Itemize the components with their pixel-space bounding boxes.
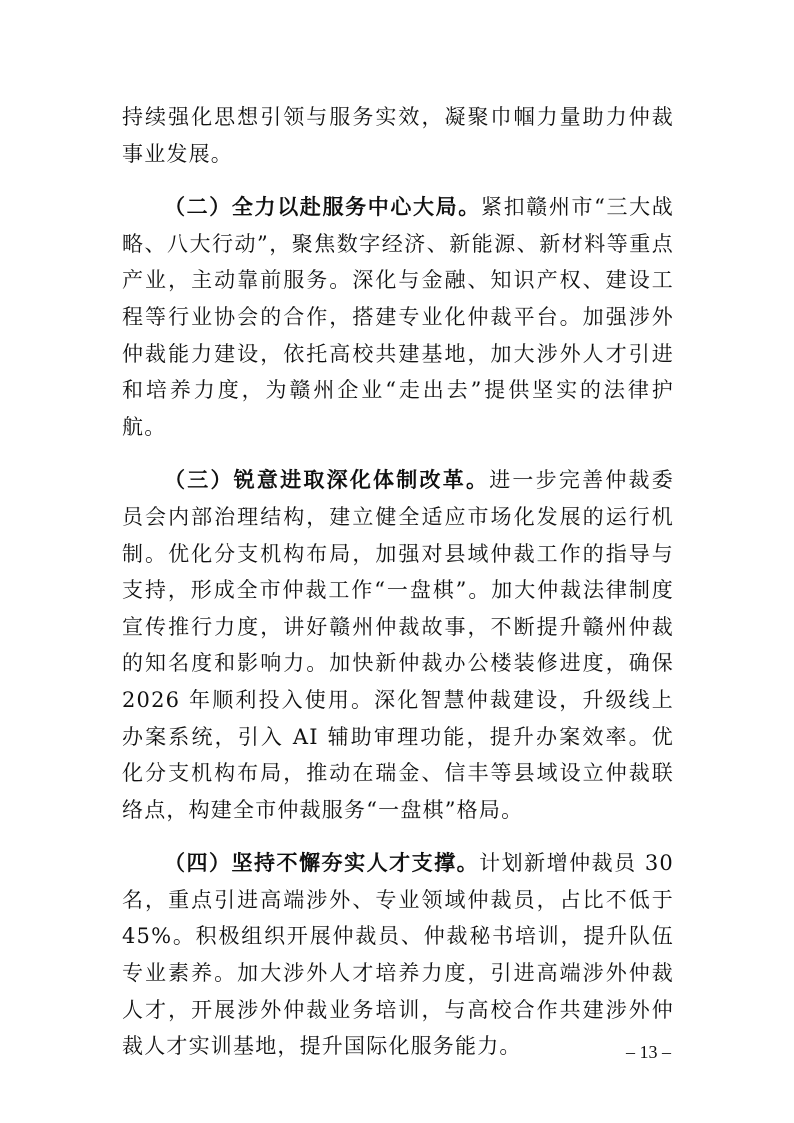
document-body — [122, 99, 674, 1082]
paragraph-section-4 — [122, 845, 674, 1065]
paragraph-text: 进一步完善仲裁委员会内部治理结构，建立健全适应市场化发展的运行机制。优化分支机构布局，加强对县域仲裁工作的指导与支持，形成全市仲裁工作“一盘棋”。加大仲裁法律制度宣传推行力度，讲好赣州仲裁故事，不断提升赣州仲裁的知名度和影响力。加快新仲裁办公楼装修进度，确保 2026 年顺利投入使用。深化智慧仲裁建设，升级线上办案系统，引入 AI 辅助审理功能，提升办案效率。优化分支机构布局，推动在瑞金、信丰等县域设立仲裁联络点，构建全市仲裁服务“一盘棋”格局。 — [122, 468, 674, 822]
paragraph-section-2 — [122, 189, 674, 445]
paragraph-text: 持续强化思想引领与服务实效，凝聚巾帼力量助力仲裁事业发展。 — [122, 105, 674, 166]
paragraph-text: 计划新增仲裁员 30 名，重点引进高端涉外、专业领域仲裁员，占比不低于 45%。积极组织开展仲裁员、仲裁秘书培训，提升队伍专业素养。加大涉外人才培养力度，引进高端涉外仲裁人才，开展涉外仲裁业务培训，与高校合作共建涉外仲裁人才实训基地，提升国际化服务能力。 — [122, 851, 674, 1059]
paragraph-continuation — [122, 99, 674, 172]
section-heading: （三）锐意进取深化体制改革。 — [164, 468, 490, 493]
section-heading: （四）坚持不懈夯实人才支撑。 — [164, 851, 480, 876]
section-heading: （二）全力以赴服务中心大局。 — [164, 195, 481, 220]
page-number: – 13 – — [626, 1042, 671, 1062]
paragraph-section-3 — [122, 462, 674, 828]
paragraph-text: 紧扣赣州市“三大战略、八大行动”，聚焦数字经济、新能源、新材料等重点产业，主动靠前服务。深化与金融、知识产权、建设工程等行业协会的合作，搭建专业化仲裁平台。加强涉外仲裁能力建设，依托高校共建基地，加大涉外人才引进和培养力度，为赣州企业“走出去”提供坚实的法律护航。 — [122, 195, 674, 439]
